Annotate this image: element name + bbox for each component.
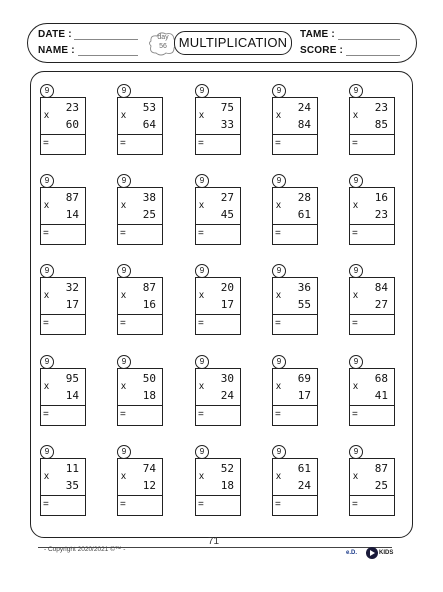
- problem-box: [40, 97, 86, 155]
- table-number-badge: 9: [272, 445, 286, 459]
- table-number-badge: 9: [349, 445, 363, 459]
- problem-box: [195, 458, 241, 516]
- equals-sign: =: [120, 228, 126, 239]
- logo-text-right: KIDS: [379, 550, 394, 556]
- multiplicand: 16: [374, 191, 388, 204]
- logo-text-left: e.D.: [346, 550, 358, 556]
- answer-field[interactable]: [41, 134, 85, 155]
- multiply-sign: x: [121, 200, 126, 211]
- problem-box: [117, 187, 163, 245]
- multiply-sign: x: [44, 290, 49, 301]
- worksheet-header: [27, 23, 417, 63]
- answer-field[interactable]: [350, 314, 394, 335]
- problem-card: [117, 355, 163, 425]
- multiply-sign: x: [276, 471, 281, 482]
- multiply-sign: x: [44, 200, 49, 211]
- multiply-sign: x: [44, 381, 49, 392]
- day-number: 56: [159, 43, 167, 50]
- equals-sign: =: [43, 499, 49, 510]
- multiplier: 61: [297, 208, 311, 221]
- answer-field[interactable]: [118, 134, 162, 155]
- multiplier: 85: [374, 118, 388, 131]
- problem-box: [349, 277, 395, 335]
- multiplicand: 53: [142, 101, 156, 114]
- multiply-sign: x: [353, 471, 358, 482]
- equals-sign: =: [43, 228, 49, 239]
- table-number-badge: 9: [195, 264, 209, 278]
- problem-box: [272, 277, 318, 335]
- equals-sign: =: [198, 499, 204, 510]
- answer-field[interactable]: [118, 405, 162, 426]
- problem-box: [272, 97, 318, 155]
- table-number-badge: 9: [40, 355, 54, 369]
- multiplier: 12: [142, 479, 156, 492]
- multiplier: 24: [297, 479, 311, 492]
- problem-box: [195, 277, 241, 335]
- problem-card: [272, 445, 318, 515]
- problem-card: [349, 84, 395, 154]
- problem-box: [349, 368, 395, 426]
- answer-field[interactable]: [118, 495, 162, 516]
- multiply-sign: x: [199, 200, 204, 211]
- problem-card: [40, 174, 86, 244]
- problem-box: [272, 368, 318, 426]
- multiplier: 60: [65, 118, 79, 131]
- multiplicand: 50: [142, 372, 156, 385]
- multiplicand: 61: [297, 462, 311, 475]
- problem-card: [40, 445, 86, 515]
- table-number-badge: 9: [272, 264, 286, 278]
- answer-field[interactable]: [196, 405, 240, 426]
- multiply-sign: x: [121, 290, 126, 301]
- problem-card: [272, 174, 318, 244]
- table-number-badge: 9: [349, 174, 363, 188]
- problem-card: [117, 84, 163, 154]
- answer-field[interactable]: [273, 314, 317, 335]
- problem-card: [349, 264, 395, 334]
- problem-card: [195, 445, 241, 515]
- table-number-badge: 9: [195, 355, 209, 369]
- multiply-sign: x: [276, 200, 281, 211]
- problem-box: [195, 187, 241, 245]
- multiplicand: 11: [65, 462, 79, 475]
- problem-box: [195, 97, 241, 155]
- problem-card: [272, 264, 318, 334]
- play-icon: [366, 547, 378, 559]
- equals-sign: =: [43, 138, 49, 149]
- equals-sign: =: [352, 318, 358, 329]
- answer-field[interactable]: [273, 495, 317, 516]
- multiplicand: 24: [297, 101, 311, 114]
- problem-card: [349, 174, 395, 244]
- multiplicand: 84: [374, 281, 388, 294]
- table-number-badge: 9: [117, 355, 131, 369]
- table-number-badge: 9: [272, 174, 286, 188]
- multiply-sign: x: [199, 471, 204, 482]
- multiplicand: 20: [220, 281, 234, 294]
- multiply-sign: x: [353, 381, 358, 392]
- multiply-sign: x: [121, 110, 126, 121]
- multiplier: 84: [297, 118, 311, 131]
- problem-card: [40, 355, 86, 425]
- problem-card: [117, 174, 163, 244]
- day-label: day: [157, 34, 169, 41]
- problem-box: [40, 368, 86, 426]
- tame-line: [338, 39, 400, 40]
- problem-box: [117, 458, 163, 516]
- brand-logo: [346, 547, 398, 561]
- multiplicand: 23: [374, 101, 388, 114]
- table-number-badge: 9: [195, 174, 209, 188]
- copyright-text: - Copyright 2020/2021 ©™ -: [44, 546, 126, 553]
- score-label: SCORE :: [300, 45, 344, 56]
- multiplicand: 36: [297, 281, 311, 294]
- table-number-badge: 9: [117, 174, 131, 188]
- multiplicand: 87: [65, 191, 79, 204]
- multiplicand: 32: [65, 281, 79, 294]
- multiplier: 16: [142, 298, 156, 311]
- equals-sign: =: [198, 138, 204, 149]
- problem-card: [195, 174, 241, 244]
- equals-sign: =: [352, 228, 358, 239]
- table-number-badge: 9: [40, 445, 54, 459]
- problem-card: [40, 264, 86, 334]
- problem-box: [349, 458, 395, 516]
- multiplicand: 74: [142, 462, 156, 475]
- multiply-sign: x: [44, 110, 49, 121]
- date-label: DATE :: [38, 29, 72, 40]
- problem-card: [349, 355, 395, 425]
- answer-field[interactable]: [41, 405, 85, 426]
- table-number-badge: 9: [349, 355, 363, 369]
- multiplier: 45: [220, 208, 234, 221]
- date-line: [74, 39, 138, 40]
- problem-box: [117, 97, 163, 155]
- table-number-badge: 9: [117, 445, 131, 459]
- multiplier: 14: [65, 208, 79, 221]
- equals-sign: =: [275, 499, 281, 510]
- multiply-sign: x: [199, 110, 204, 121]
- answer-field[interactable]: [273, 134, 317, 155]
- answer-field[interactable]: [196, 224, 240, 245]
- problem-box: [117, 277, 163, 335]
- equals-sign: =: [198, 228, 204, 239]
- multiplier: 17: [297, 389, 311, 402]
- equals-sign: =: [120, 318, 126, 329]
- table-number-badge: 9: [117, 84, 131, 98]
- equals-sign: =: [120, 499, 126, 510]
- multiply-sign: x: [199, 290, 204, 301]
- equals-sign: =: [120, 138, 126, 149]
- problem-box: [195, 368, 241, 426]
- multiplier: 23: [374, 208, 388, 221]
- multiplier: 25: [374, 479, 388, 492]
- multiplicand: 28: [297, 191, 311, 204]
- problem-card: [195, 355, 241, 425]
- multiplier: 64: [142, 118, 156, 131]
- name-label: NAME :: [38, 45, 75, 56]
- table-number-badge: 9: [272, 355, 286, 369]
- equals-sign: =: [43, 318, 49, 329]
- multiplier: 25: [142, 208, 156, 221]
- problem-card: [195, 84, 241, 154]
- answer-field[interactable]: [350, 224, 394, 245]
- name-line: [78, 55, 138, 56]
- multiplier: 27: [374, 298, 388, 311]
- answer-field[interactable]: [273, 224, 317, 245]
- equals-sign: =: [43, 409, 49, 420]
- answer-field[interactable]: [196, 314, 240, 335]
- table-number-badge: 9: [40, 264, 54, 278]
- multiplicand: 23: [65, 101, 79, 114]
- problem-box: [40, 187, 86, 245]
- multiplicand: 38: [142, 191, 156, 204]
- problems-grid: [30, 71, 413, 538]
- problem-box: [349, 97, 395, 155]
- equals-sign: =: [198, 409, 204, 420]
- multiplier: 18: [220, 479, 234, 492]
- answer-field[interactable]: [196, 134, 240, 155]
- answer-field[interactable]: [118, 224, 162, 245]
- answer-field[interactable]: [41, 495, 85, 516]
- page-number: 71: [208, 536, 220, 547]
- multiplier: 55: [297, 298, 311, 311]
- table-number-badge: 9: [349, 84, 363, 98]
- problem-card: [272, 355, 318, 425]
- equals-sign: =: [120, 409, 126, 420]
- problem-card: [272, 84, 318, 154]
- answer-field[interactable]: [350, 134, 394, 155]
- score-line: [346, 55, 400, 56]
- problem-box: [117, 368, 163, 426]
- equals-sign: =: [275, 318, 281, 329]
- problem-box: [40, 277, 86, 335]
- multiplicand: 87: [142, 281, 156, 294]
- multiplicand: 87: [374, 462, 388, 475]
- multiply-sign: x: [121, 471, 126, 482]
- table-number-badge: 9: [272, 84, 286, 98]
- equals-sign: =: [352, 409, 358, 420]
- answer-field[interactable]: [196, 495, 240, 516]
- answer-field[interactable]: [273, 405, 317, 426]
- problem-card: [117, 445, 163, 515]
- multiplicand: 75: [220, 101, 234, 114]
- equals-sign: =: [275, 228, 281, 239]
- table-number-badge: 9: [195, 445, 209, 459]
- answer-field[interactable]: [41, 224, 85, 245]
- multiply-sign: x: [353, 290, 358, 301]
- multiplicand: 68: [374, 372, 388, 385]
- table-number-badge: 9: [349, 264, 363, 278]
- problem-card: [40, 84, 86, 154]
- multiply-sign: x: [353, 110, 358, 121]
- table-number-badge: 9: [117, 264, 131, 278]
- multiplier: 18: [142, 389, 156, 402]
- multiplicand: 27: [220, 191, 234, 204]
- answer-field[interactable]: [350, 405, 394, 426]
- problem-box: [40, 458, 86, 516]
- tame-label: TAME :: [300, 29, 335, 40]
- equals-sign: =: [275, 138, 281, 149]
- multiply-sign: x: [276, 381, 281, 392]
- table-number-badge: 9: [40, 84, 54, 98]
- multiplier: 35: [65, 479, 79, 492]
- multiplicand: 30: [220, 372, 234, 385]
- problem-box: [349, 187, 395, 245]
- answer-field[interactable]: [350, 495, 394, 516]
- multiplicand: 95: [65, 372, 79, 385]
- equals-sign: =: [352, 138, 358, 149]
- table-number-badge: 9: [40, 174, 54, 188]
- multiplier: 41: [374, 389, 388, 402]
- multiplier: 17: [220, 298, 234, 311]
- multiply-sign: x: [276, 290, 281, 301]
- multiply-sign: x: [199, 381, 204, 392]
- problem-card: [195, 264, 241, 334]
- equals-sign: =: [198, 318, 204, 329]
- multiplier: 14: [65, 389, 79, 402]
- multiplier: 33: [220, 118, 234, 131]
- problem-card: [349, 445, 395, 515]
- answer-field[interactable]: [118, 314, 162, 335]
- multiply-sign: x: [44, 471, 49, 482]
- equals-sign: =: [275, 409, 281, 420]
- multiplicand: 52: [220, 462, 234, 475]
- multiply-sign: x: [121, 381, 126, 392]
- multiply-sign: x: [353, 200, 358, 211]
- answer-field[interactable]: [41, 314, 85, 335]
- table-number-badge: 9: [195, 84, 209, 98]
- multiplier: 17: [65, 298, 79, 311]
- problem-card: [117, 264, 163, 334]
- problem-box: [272, 458, 318, 516]
- equals-sign: =: [352, 499, 358, 510]
- multiplier: 24: [220, 389, 234, 402]
- worksheet-title: MULTIPLICATION: [174, 31, 292, 55]
- problem-box: [272, 187, 318, 245]
- multiply-sign: x: [276, 110, 281, 121]
- multiplicand: 69: [297, 372, 311, 385]
